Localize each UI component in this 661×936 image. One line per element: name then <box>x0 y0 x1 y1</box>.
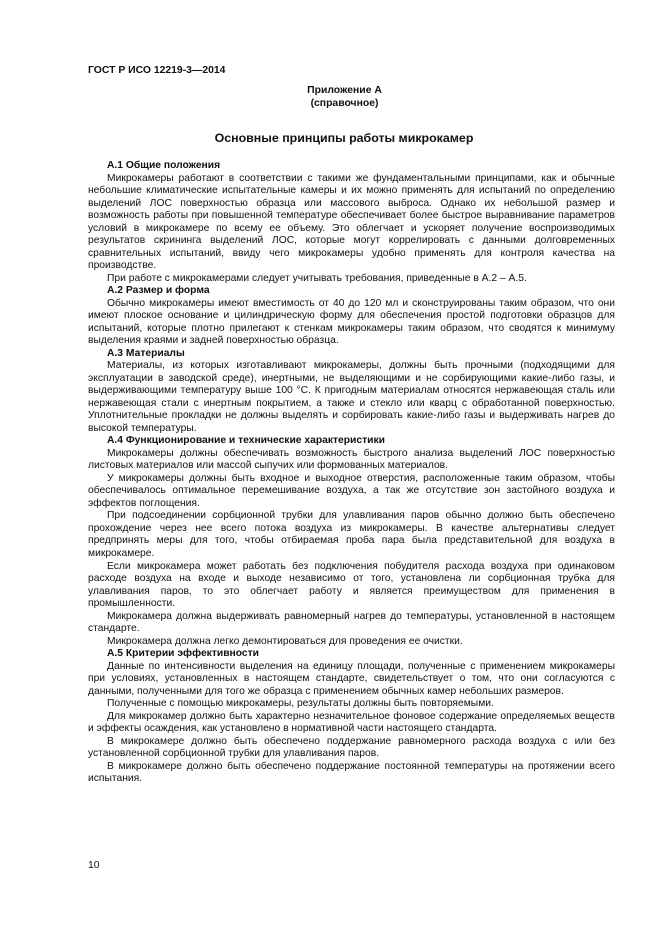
section-heading: А.5 Критерии эффективности <box>107 648 259 660</box>
paragraph: В микрокамере должно быть обеспечено поддержание равномерного расхода воздуха с или без установленной сорбционной трубки для улавливания паров. <box>88 735 615 760</box>
section-a5 <box>88 648 615 786</box>
section-heading: А.2 Размер и форма <box>107 285 210 297</box>
paragraph: Если микрокамера может работать без подключения побудителя расхода воздуха при одинаковом расходе воздуха на входе и выходе независимо от того, установлена ли сорбционная трубка для улавливания паров, то это облегчает работу и является преимуществом для применения в промышленности. <box>88 560 615 610</box>
annex-subtitle: (справочное) <box>310 98 379 109</box>
paragraph: В микрокамере должно быть обеспечено поддержание постоянной температуры на протяжении всего испытания. <box>88 760 615 785</box>
document-body <box>88 160 615 786</box>
paragraph: Для микрокамер должно быть характерно незначительное фоновое содержание определяемых веществ и эффекты осаждения, как установлено в нормативной части настоящего стандарта. <box>88 710 615 735</box>
paragraph: Данные по интенсивности выделения на единицу площади, полученные с применением микрокамеры при условиях, установленных в настоящем стандарте, свидетельствует о том, что они согласуются с данными, полученными для того же образца с применением обычных камер небольших размеров. <box>88 660 615 697</box>
paragraph: Микрокамеры должны обеспечивать возможность быстрого анализа выделений ЛОС поверхностью листовых материалов или массой сыпучих или формованных материалов. <box>88 447 615 472</box>
paragraph: Микрокамера должна легко демонтироваться для проведения ее очистки. <box>107 635 463 647</box>
section-heading: А.1 Общие положения <box>107 160 221 171</box>
paragraph: У микрокамеры должны быть входное и выходное отверстия, расположенные таким образом, чтобы обеспечивалось оптимальное перемешивание воздуха, а так же отсутствие зон застойного воздуха и эффектов поглощения. <box>88 472 615 509</box>
section-a1 <box>88 160 615 285</box>
paragraph: Обычно микрокамеры имеют вместимость от 40 до 120 мл и сконструированы таким образом, что они имеют плоское основание и цилиндрическую форму для обеспечения простой подготовки образцов для испытаний, которые плотно прилегают к стенкам микрокамеры таким образом, что сводятся к минимуму выделения краями и задней поверхностью образца. <box>88 297 615 347</box>
paragraph: Материалы, из которых изготавливают микрокамеры, должны быть прочными (подходящими для эксплуатации в заводской среде), инертными, не выделяющими и не сорбирующими какие-либо газы, и выдерживающими температуру выше 100 °С. К пригодным материалам относятся нержавеющая сталь или нержавеющая стали с инертным покрытием, а также и стекло или кварц с обработанной поверхностью. Уплотнительные прокладки не должны выделять и сорбировать какие-либо газы и выдерживать нагрев до высокой температуры. <box>88 360 615 434</box>
section-a2 <box>88 285 615 348</box>
section-heading: А.4 Функционирование и технические характеристики <box>107 435 385 447</box>
paragraph: При работе с микрокамерами следует учитывать требования, приведенные в А.2 – А.5. <box>107 272 527 284</box>
document-code: ГОСТ Р ИСО 12219-3—2014 <box>88 65 226 76</box>
paragraph: При подсоединении сорбционной трубки для улавливания паров обычно должно быть обеспечено прохождение через нее всего потока воздуха из микрокамеры. В качестве альтернативы следует предпринять меры для того, чтобы отбираемая проба пара была представительной для воздуха в микрокамере. <box>88 510 615 559</box>
section-a4 <box>88 435 615 648</box>
paragraph: Микрокамеры работают в соответствии с такими же фундаментальными принципами, как и обычные небольшие климатические испытательные камеры и их можно применять для испытаний по определению выделений ЛОС поверхностью образца или массового выброса. Однако их небольшой размер и возможность работы при повышенной температуре обеспечивает более быстрое выравнивание параметров условий в микрокамере по всему ее объему. Это облегчает и ускоряет получение воспроизводимых результатов скрининга выделений ЛОС, которые могут коррелировать с данными долговременных сравнительных испытаний, ввиду чего микрокамеры удобно применять для контроля качества на производстве. <box>88 172 615 272</box>
section-heading: А.3 Материалы <box>107 347 185 359</box>
section-a3 <box>88 348 615 436</box>
page-number: 10 <box>88 860 100 871</box>
annex-title: Приложение А <box>307 85 382 96</box>
annex-heading <box>0 84 661 110</box>
paragraph: Полученные с помощью микрокамеры, результаты должны быть повторяемыми. <box>107 698 494 710</box>
page-title: Основные принципы работы микрокамер <box>214 131 474 145</box>
paragraph: Микрокамера должна выдерживать равномерный нагрев до температуры, установленной в настоящем стандарте. <box>88 610 615 635</box>
